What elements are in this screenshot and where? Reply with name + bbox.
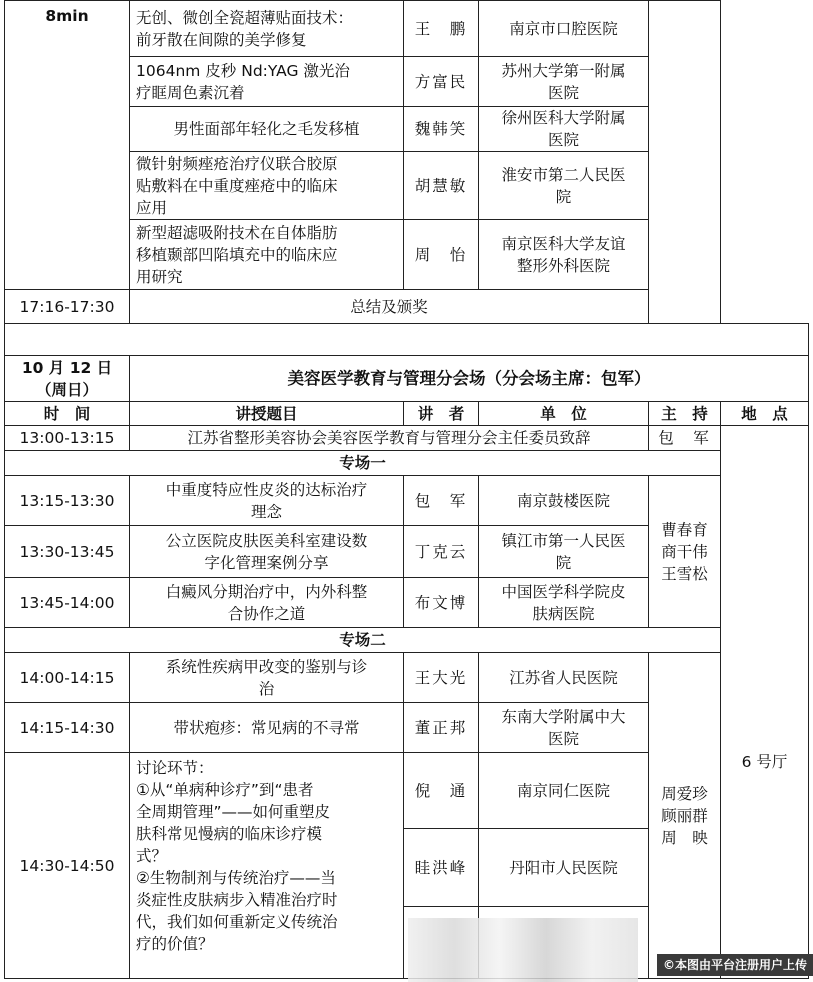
- venue: 6 号厅: [721, 426, 809, 979]
- unit: 徐州医科大学附属 医院: [479, 107, 649, 152]
- closing-text: 总结及颁奖: [130, 290, 649, 324]
- talk-title: 白癜风分期治疗中，内外科整 合协作之道: [130, 578, 404, 628]
- speaker: 倪 通: [404, 753, 479, 829]
- part1-hosts: 曹春育 商干伟 王雪松: [649, 476, 721, 628]
- speaker: 董正邦: [404, 703, 479, 753]
- header-time: 时 间: [5, 402, 130, 426]
- discussion-text: 讨论环节： ①从“单病种诊疗”到“患者 全周期管理”——如何重塑皮 肤科常见慢病的临床诊疗模 式？ ②生物制剂与传统治疗——当 炎症性皮肤病步入精准治疗时 代，我们如何重新定义传统治 疗的价值？: [130, 753, 404, 979]
- opening-host: 包 军: [649, 426, 721, 451]
- talk-title: 系统性疾病甲改变的鉴别与诊 治: [130, 653, 404, 703]
- header-venue: 地 点: [721, 402, 809, 426]
- talk-title: 新型超滤吸附技术在自体脂肪 移植颞部凹陷填充中的临床应 用研究: [130, 220, 404, 290]
- speaker: 包 军: [404, 476, 479, 526]
- speaker: 胡慧敏: [404, 152, 479, 220]
- table-row: [5, 653, 809, 703]
- part2-hosts: 周爱珍 顾丽群 周 映: [649, 653, 721, 979]
- speaker: 眭洪峰: [404, 829, 479, 907]
- talk-title: 男性面部年轻化之毛发移植: [130, 107, 404, 152]
- unit: 丹阳市人民医院: [479, 829, 649, 907]
- unit: 南京市口腔医院: [479, 1, 649, 57]
- blurred-region: [408, 918, 638, 982]
- header-speaker: 讲 者: [404, 402, 479, 426]
- watermark: ©本图由平台注册用户上传: [657, 954, 813, 976]
- table-row: [5, 1, 809, 57]
- speaker: 布文博: [404, 578, 479, 628]
- unit: 东南大学附属中大 医院: [479, 703, 649, 753]
- unit: 南京鼓楼医院: [479, 476, 649, 526]
- opening-row: [5, 426, 809, 451]
- talk-title: 公立医院皮肤医美科室建设数 字化管理案例分享: [130, 526, 404, 578]
- talk-title: 中重度特应性皮炎的达标治疗 理念: [130, 476, 404, 526]
- unit: 中国医学科学院皮 肤病医院: [479, 578, 649, 628]
- session-header-row: [5, 356, 809, 402]
- unit: 南京同仁医院: [479, 753, 649, 829]
- speaker: 方富民: [404, 57, 479, 107]
- section-gap: [5, 324, 809, 356]
- opening-time: 13:00-13:15: [5, 426, 130, 451]
- talk-time: 13:45-14:00: [5, 578, 130, 628]
- host-cell-empty: [649, 1, 721, 324]
- talk-time: 13:15-13:30: [5, 476, 130, 526]
- speaker: 魏韩笑: [404, 107, 479, 152]
- talk-time: 14:00-14:15: [5, 653, 130, 703]
- speaker: 王大光: [404, 653, 479, 703]
- schedule-table: [4, 0, 809, 979]
- column-header-row: [5, 402, 809, 426]
- talk-title: 带状疱疹：常见病的不寻常: [130, 703, 404, 753]
- closing-time: 17:16-17:30: [5, 290, 130, 324]
- slot-label: 8min: [5, 1, 130, 290]
- discussion-time: 14:30-14:50: [5, 753, 130, 979]
- part-label-row: [5, 628, 809, 653]
- talk-time: 13:30-13:45: [5, 526, 130, 578]
- table-row: [5, 476, 809, 526]
- header-title: 讲授题目: [130, 402, 404, 426]
- talk-title: 1064nm 皮秒 Nd:YAG 激光治 疗眶周色素沉着: [130, 57, 404, 107]
- header-host: 主 持: [649, 402, 721, 426]
- session-title: 美容医学教育与管理分会场（分会场主席：包军）: [130, 356, 809, 402]
- venue-cell-empty: [721, 1, 809, 324]
- speaker: 王 鹏: [404, 1, 479, 57]
- speaker: 周 怡: [404, 220, 479, 290]
- part2-label: 专场二: [5, 628, 721, 653]
- gap-cell: [5, 324, 809, 356]
- part-label-row: [5, 451, 809, 476]
- unit: 江苏省人民医院: [479, 653, 649, 703]
- unit: 南京医科大学友谊 整形外科医院: [479, 220, 649, 290]
- unit: 镇江市第一人民医 院: [479, 526, 649, 578]
- session-date: 10 月 12 日 （周日）: [5, 356, 130, 402]
- part1-label: 专场一: [5, 451, 721, 476]
- opening-text: 江苏省整形美容协会美容医学教育与管理分会主任委员致辞: [130, 426, 649, 451]
- unit: 苏州大学第一附属 医院: [479, 57, 649, 107]
- header-unit: 单 位: [479, 402, 649, 426]
- talk-title: 无创、微创全瓷超薄贴面技术： 前牙散在间隙的美学修复: [130, 1, 404, 57]
- talk-time: 14:15-14:30: [5, 703, 130, 753]
- talk-title: 微针射频痤疮治疗仪联合胶原 贴敷料在中重度痤疮中的临床 应用: [130, 152, 404, 220]
- speaker: 丁克云: [404, 526, 479, 578]
- unit: 淮安市第二人民医 院: [479, 152, 649, 220]
